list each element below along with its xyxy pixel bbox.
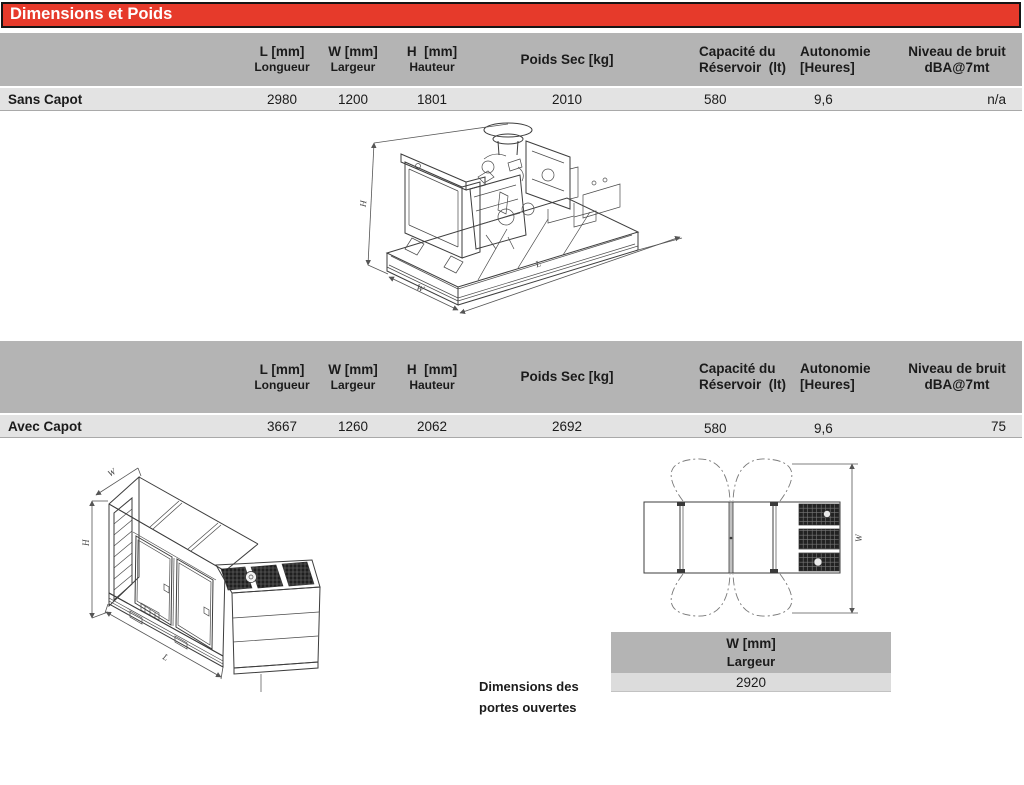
col-poids-header: Poids Sec [kg] — [520, 369, 614, 384]
open-genset-drawing — [358, 117, 688, 335]
value-autonomie: 9,6 — [814, 91, 833, 107]
col-capacite-header: Capacité du Réservoir (lt) — [699, 361, 787, 392]
col-w-header: W [mm] Largeur — [328, 44, 378, 74]
open-doors-top-view-drawing — [630, 452, 870, 624]
open-doors-table — [611, 632, 891, 692]
value-capacite: 580 — [704, 91, 727, 107]
value-poids: 2010 — [551, 91, 583, 107]
col-autonomie-header: Autonomie [Heures] — [800, 43, 871, 75]
table-avec-capot — [0, 341, 1022, 438]
dim-l-label: L — [534, 258, 543, 270]
dim-w-label: W — [854, 534, 864, 542]
value-w: 1260 — [337, 418, 369, 434]
value-l: 2980 — [266, 91, 298, 107]
col-poids-header: Poids Sec [kg] — [520, 51, 614, 67]
dim-w-label: W — [105, 466, 118, 479]
table-row-sans-capot — [0, 88, 1022, 111]
row-label: Sans Capot — [8, 91, 83, 107]
col-w-header: W [mm] Largeur — [328, 361, 378, 392]
caption-line2: portes ouvertes — [479, 700, 577, 715]
dim-w-label: W — [414, 281, 426, 295]
value-bruit: n/a — [987, 91, 1006, 107]
value-bruit: 75 — [990, 418, 1006, 434]
value-h: 2062 — [416, 418, 448, 434]
dim-l-label: L — [161, 651, 171, 663]
table-avec-capot-header — [0, 341, 1022, 415]
col-autonomie-header: Autonomie [Heures] — [800, 361, 871, 392]
section-title: Dimensions et Poids — [10, 5, 173, 23]
canopy-genset-drawing — [75, 446, 325, 696]
caption-line1: Dimensions des — [479, 679, 579, 694]
row-label: Avec Capot — [8, 418, 82, 434]
value-autonomie: 9,6 — [814, 420, 833, 436]
col-bruit-header: Niveau de bruit dBA@7mt — [908, 361, 1006, 392]
section-title-bar — [1, 2, 1021, 28]
col-capacite-header: Capacité du Réservoir (lt) — [699, 43, 787, 75]
value-w: 1200 — [337, 91, 369, 107]
value-l: 3667 — [266, 418, 298, 434]
dim-h-label: H — [358, 199, 369, 208]
col-h-header: H [mm] Hauteur — [406, 44, 458, 74]
col-l-header: L [mm] Longueur — [254, 361, 310, 392]
open-doors-table-header — [611, 632, 891, 673]
col-h-header: H [mm] Hauteur — [406, 361, 458, 392]
value-capacite: 580 — [704, 420, 727, 436]
table-sans-capot — [0, 33, 1022, 111]
col-l-header: L [mm] Longueur — [254, 44, 310, 74]
table-sans-capot-header — [0, 33, 1022, 88]
dim-h-label: H — [81, 539, 91, 546]
col-bruit-header: Niveau de bruit dBA@7mt — [908, 43, 1006, 75]
open-doors-caption — [479, 676, 609, 718]
table-row-avec-capot — [0, 415, 1022, 438]
open-doors-col-line1: W [mm] — [726, 636, 776, 651]
open-doors-col-line2: Largeur — [726, 654, 776, 669]
value-poids: 2692 — [551, 418, 583, 434]
open-doors-width-value: 2920 — [611, 673, 891, 692]
value-h: 1801 — [416, 91, 448, 107]
